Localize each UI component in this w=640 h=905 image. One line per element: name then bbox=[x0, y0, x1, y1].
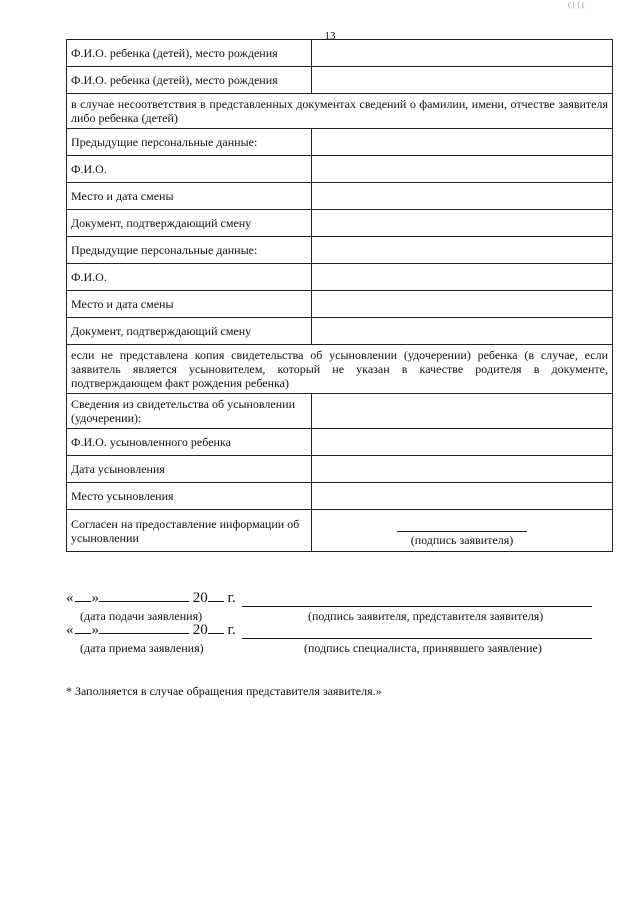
filing-signature-line[interactable] bbox=[242, 606, 592, 607]
field-value[interactable] bbox=[312, 40, 613, 67]
form-row bbox=[67, 456, 613, 483]
field-value[interactable] bbox=[312, 237, 613, 264]
form-row bbox=[67, 183, 613, 210]
field-label: Дата усыновления bbox=[67, 456, 312, 483]
form-row bbox=[67, 67, 613, 94]
form-row bbox=[67, 264, 613, 291]
section-note: в случае несоответствия в представленных документах сведений о фамилии, имени, отчестве заявителя либо ребенка (детей) bbox=[67, 94, 613, 129]
filing-signature-caption: (подпись заявителя, представителя заявителя) bbox=[308, 609, 544, 623]
form-row bbox=[67, 94, 613, 129]
receipt-signature-line[interactable] bbox=[242, 638, 592, 639]
receipt-signature-caption: (подпись специалиста, принявшего заявление) bbox=[304, 641, 542, 655]
field-label: Предыдущие персональные данные: bbox=[67, 237, 312, 264]
field-value[interactable] bbox=[312, 318, 613, 345]
field-label: Ф.И.О. ребенка (детей), место рождения bbox=[67, 40, 312, 67]
signature-caption: (подпись заявителя) bbox=[410, 533, 514, 547]
form-row bbox=[67, 318, 613, 345]
field-value[interactable] bbox=[312, 429, 613, 456]
page-number: 13 bbox=[324, 30, 336, 42]
receipt-date-line: « » 20 г. bbox=[66, 622, 236, 638]
receipt-month-field[interactable] bbox=[99, 633, 189, 634]
field-label: Ф.И.О. усыновленного ребенка bbox=[67, 429, 312, 456]
field-value[interactable] bbox=[312, 67, 613, 94]
applicant-signature-field[interactable] bbox=[312, 510, 613, 552]
form-row bbox=[67, 429, 613, 456]
field-label: Место и дата смены bbox=[67, 291, 312, 318]
field-value[interactable] bbox=[312, 183, 613, 210]
field-value[interactable] bbox=[312, 210, 613, 237]
signature-line bbox=[397, 531, 527, 532]
field-label: Предыдущие персональные данные: bbox=[67, 129, 312, 156]
field-value[interactable] bbox=[312, 456, 613, 483]
form-row bbox=[67, 510, 613, 552]
filing-date-line: « » 20 г. bbox=[66, 590, 236, 606]
form-row bbox=[67, 129, 613, 156]
form-row bbox=[67, 345, 613, 394]
filing-day-field[interactable] bbox=[75, 601, 91, 602]
form-row bbox=[67, 156, 613, 183]
form-row bbox=[67, 291, 613, 318]
field-label: Место и дата смены bbox=[67, 183, 312, 210]
field-value[interactable] bbox=[312, 394, 613, 429]
field-label: Ф.И.О. bbox=[67, 264, 312, 291]
field-label: Ф.И.О. ребенка (детей), место рождения bbox=[67, 67, 312, 94]
field-value[interactable] bbox=[312, 156, 613, 183]
application-form-table bbox=[66, 39, 613, 552]
filing-date-caption: (дата подачи заявления) bbox=[80, 609, 203, 623]
form-row bbox=[67, 394, 613, 429]
form-row bbox=[67, 237, 613, 264]
field-label: Согласен на предоставление информации об усыновлении bbox=[67, 510, 312, 552]
corner-mark: ( ( ( ( bbox=[568, 0, 585, 9]
field-label: Ф.И.О. bbox=[67, 156, 312, 183]
field-value[interactable] bbox=[312, 264, 613, 291]
receipt-day-field[interactable] bbox=[75, 633, 91, 634]
field-label: Документ, подтверждающий смену bbox=[67, 210, 312, 237]
field-value[interactable] bbox=[312, 129, 613, 156]
section-note: если не представлена копия свидетельства об усыновлении (удочерении) ребенка (в случае, если заявитель является усыновителем, который не указан в качестве родителя в документе, подтверждающем факт рождения ребенка) bbox=[67, 345, 613, 394]
field-value[interactable] bbox=[312, 291, 613, 318]
filing-month-field[interactable] bbox=[99, 601, 189, 602]
form-row bbox=[67, 210, 613, 237]
field-label: Сведения из свидетельства об усыновлении (удочерении): bbox=[67, 394, 312, 429]
field-value[interactable] bbox=[312, 483, 613, 510]
field-label: Документ, подтверждающий смену bbox=[67, 318, 312, 345]
filing-year-field[interactable] bbox=[208, 601, 224, 602]
form-row bbox=[67, 40, 613, 67]
form-row bbox=[67, 483, 613, 510]
receipt-year-field[interactable] bbox=[208, 633, 224, 634]
receipt-date-caption: (дата приема заявления) bbox=[80, 641, 204, 655]
field-label: Место усыновления bbox=[67, 483, 312, 510]
footnote: * Заполняется в случае обращения представителя заявителя.» bbox=[66, 684, 382, 698]
